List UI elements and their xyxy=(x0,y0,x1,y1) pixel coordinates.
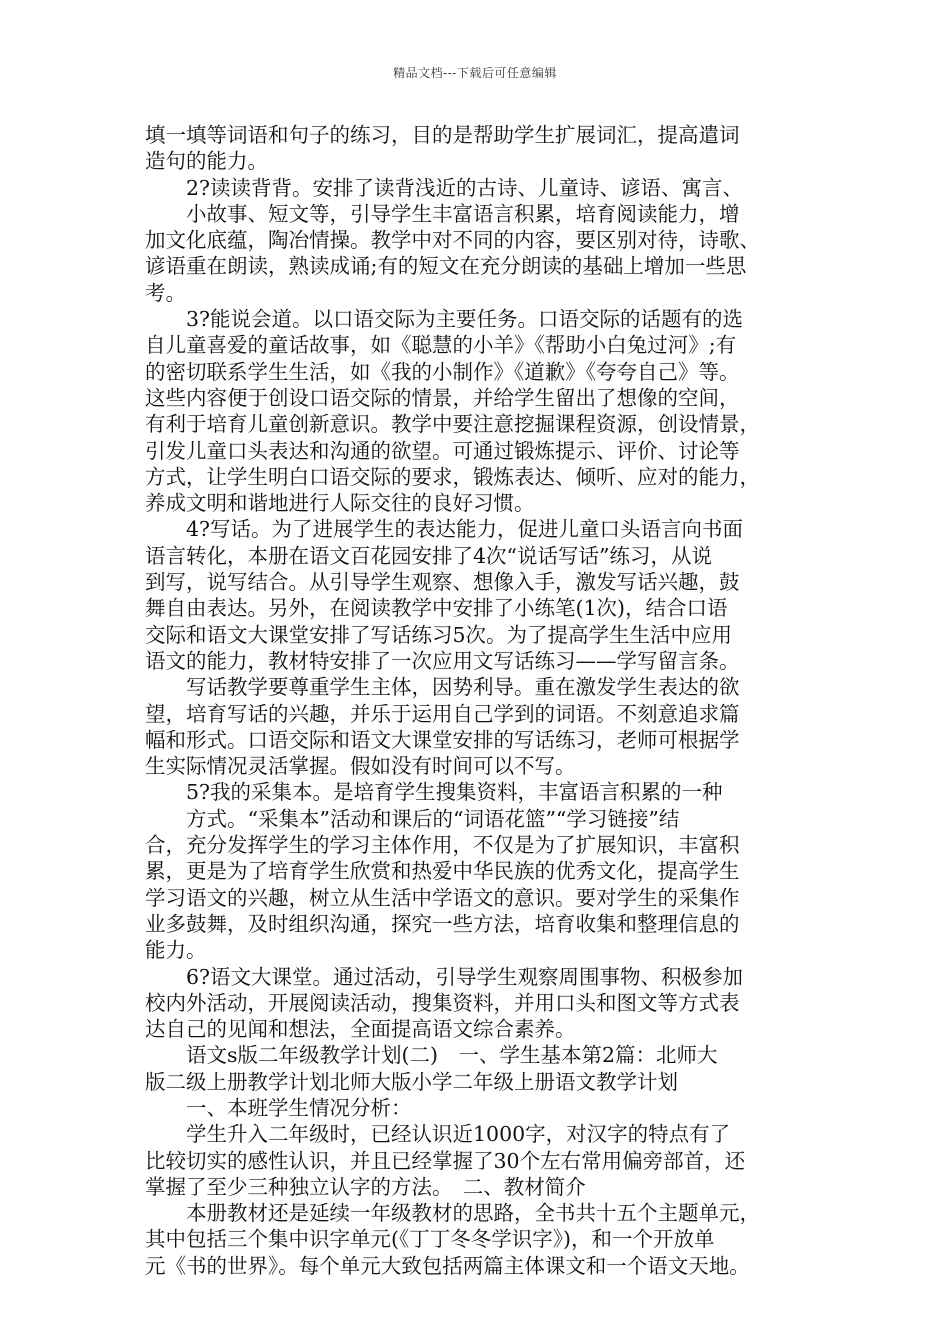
text-line: 掌握了至少三种独立认字的方法。 二、教材简介 xyxy=(145,1174,586,1199)
text-line: 自儿童喜爱的童话故事，如《聪慧的小羊》《帮助小白兔过河》;有 xyxy=(145,333,737,358)
text-line: 生实际情况灵活掌握。假如没有时间可以不写。 xyxy=(145,754,576,779)
text-line: 造句的能力。 xyxy=(145,149,268,174)
text-line: 一、本班学生情况分析： xyxy=(145,1095,412,1120)
text-line: 版二级上册教学计划北师大版小学二年级上册语文教学计划 xyxy=(145,1069,678,1094)
text-line: 累，更是为了培育学生欣赏和热爱中华民族的优秀文化，提高学生 xyxy=(145,859,740,884)
text-line: 达自己的见闻和想法，全面提高语文综合素养。 xyxy=(145,1017,576,1042)
text-line: 加文化底蕴，陶冶情操。教学中对不同的内容，要区别对待，诗歌、 xyxy=(145,228,760,253)
text-line: 4?写话。为了进展学生的表达能力，促进儿童口头语言向书面 xyxy=(145,517,744,542)
text-line: 比较切实的感性认识，并且已经掌握了30个左右常用偏旁部首，还 xyxy=(145,1148,746,1173)
text-line: 方式。“采集本”活动和课后的“词语花篮”“学习链接”结 xyxy=(145,806,680,831)
text-line: 2?读读背背。安排了读背浅近的古诗、儿童诗、谚语、寓言、 xyxy=(145,175,744,200)
text-line: 望，培育写话的兴趣，并乐于运用自己学到的词语。不刻意追求篇 xyxy=(145,701,740,726)
text-line: 小故事、短文等，引导学生丰富语言积累，培育阅读能力，增 xyxy=(145,201,740,226)
text-line: 能力。 xyxy=(145,938,207,963)
text-line: 合，充分发挥学生的学习主体作用，不仅是为了扩展知识，丰富积 xyxy=(145,833,740,858)
text-line: 语文的能力，教材特安排了一次应用文写话练习——学写留言条。 xyxy=(145,648,740,673)
text-line: 引发儿童口头表达和沟通的欲望。可通过锻炼提示、评价、讨论等 xyxy=(145,438,740,463)
text-line: 其中包括三个集中识字单元(《丁丁冬冬学识字》)，和一个开放单 xyxy=(145,1227,715,1252)
text-line: 填一填等词语和句子的练习，目的是帮助学生扩展词汇，提高遣词 xyxy=(145,123,740,147)
text-line: 谚语重在朗读，熟读成诵;有的短文在充分朗读的基础上增加一些思 xyxy=(145,254,747,279)
text-line: 有利于培育儿童创新意识。教学中要注意挖掘课程资源，创设情景， xyxy=(145,412,760,437)
document-body xyxy=(145,122,825,1279)
text-line: 6?语文大课堂。通过活动，引导学生观察周围事物、积极参加 xyxy=(145,964,744,989)
text-line: 5?我的采集本。是培育学生搜集资料，丰富语言积累的一种 xyxy=(145,780,723,805)
text-line: 幅和形式。口语交际和语文大课堂安排的写话练习，老师可根据学 xyxy=(145,727,740,752)
text-line: 语言转化，本册在语文百花园安排了4次“说话写话”练习，从说 xyxy=(145,543,713,568)
page-header: 精品文档---下载后可任意编辑 xyxy=(393,66,557,80)
text-line: 校内外活动，开展阅读活动，搜集资料，并用口头和图文等方式表 xyxy=(145,990,740,1015)
text-line: 的密切联系学生生活，如《我的小制作》《道歉》《夸夸自己》等。 xyxy=(145,359,740,384)
text-line: 3?能说会道。以口语交际为主要任务。口语交际的话题有的选 xyxy=(145,307,744,332)
text-line: 写话教学要尊重学生主体，因势利导。重在激发学生表达的欲 xyxy=(145,675,740,700)
text-line: 考。 xyxy=(145,280,186,305)
text-line: 学习语文的兴趣，树立从生活中学语文的意识。要对学生的采集作 xyxy=(145,885,740,910)
text-line: 舞自由表达。另外，在阅读教学中安排了小练笔(1次)，结合口语 xyxy=(145,596,728,621)
text-line: 本册教材还是延续一年级教材的思路，全书共十五个主题单元， xyxy=(145,1201,760,1226)
text-line: 到写，说写结合。从引导学生观察、想像入手，激发写话兴趣，鼓 xyxy=(145,570,740,595)
text-line: 业多鼓舞，及时组织沟通，探究一些方法，培育收集和整理信息的 xyxy=(145,911,740,936)
text-line: 养成文明和谐地进行人际交往的良好习惯。 xyxy=(145,491,535,516)
text-line: 语文s版二年级教学计划(二) 一、学生基本第2篇：北师大 xyxy=(145,1043,718,1068)
text-line: 这些内容便于创设口语交际的情景，并给学生留出了想像的空间， xyxy=(145,385,740,410)
text-line: 学生升入二年级时，已经认识近1000字，对汉字的特点有了 xyxy=(145,1122,731,1147)
text-line: 元《书的世界》。每个单元大致包括两篇主体课文和一个语文天地。 xyxy=(145,1253,750,1278)
text-line: 交际和语文大课堂安排了写话练习5次。为了提高学生生活中应用 xyxy=(145,622,733,647)
text-line: 方式，让学生明白口语交际的要求，锻炼表达、倾听、应对的能力， xyxy=(145,464,760,489)
